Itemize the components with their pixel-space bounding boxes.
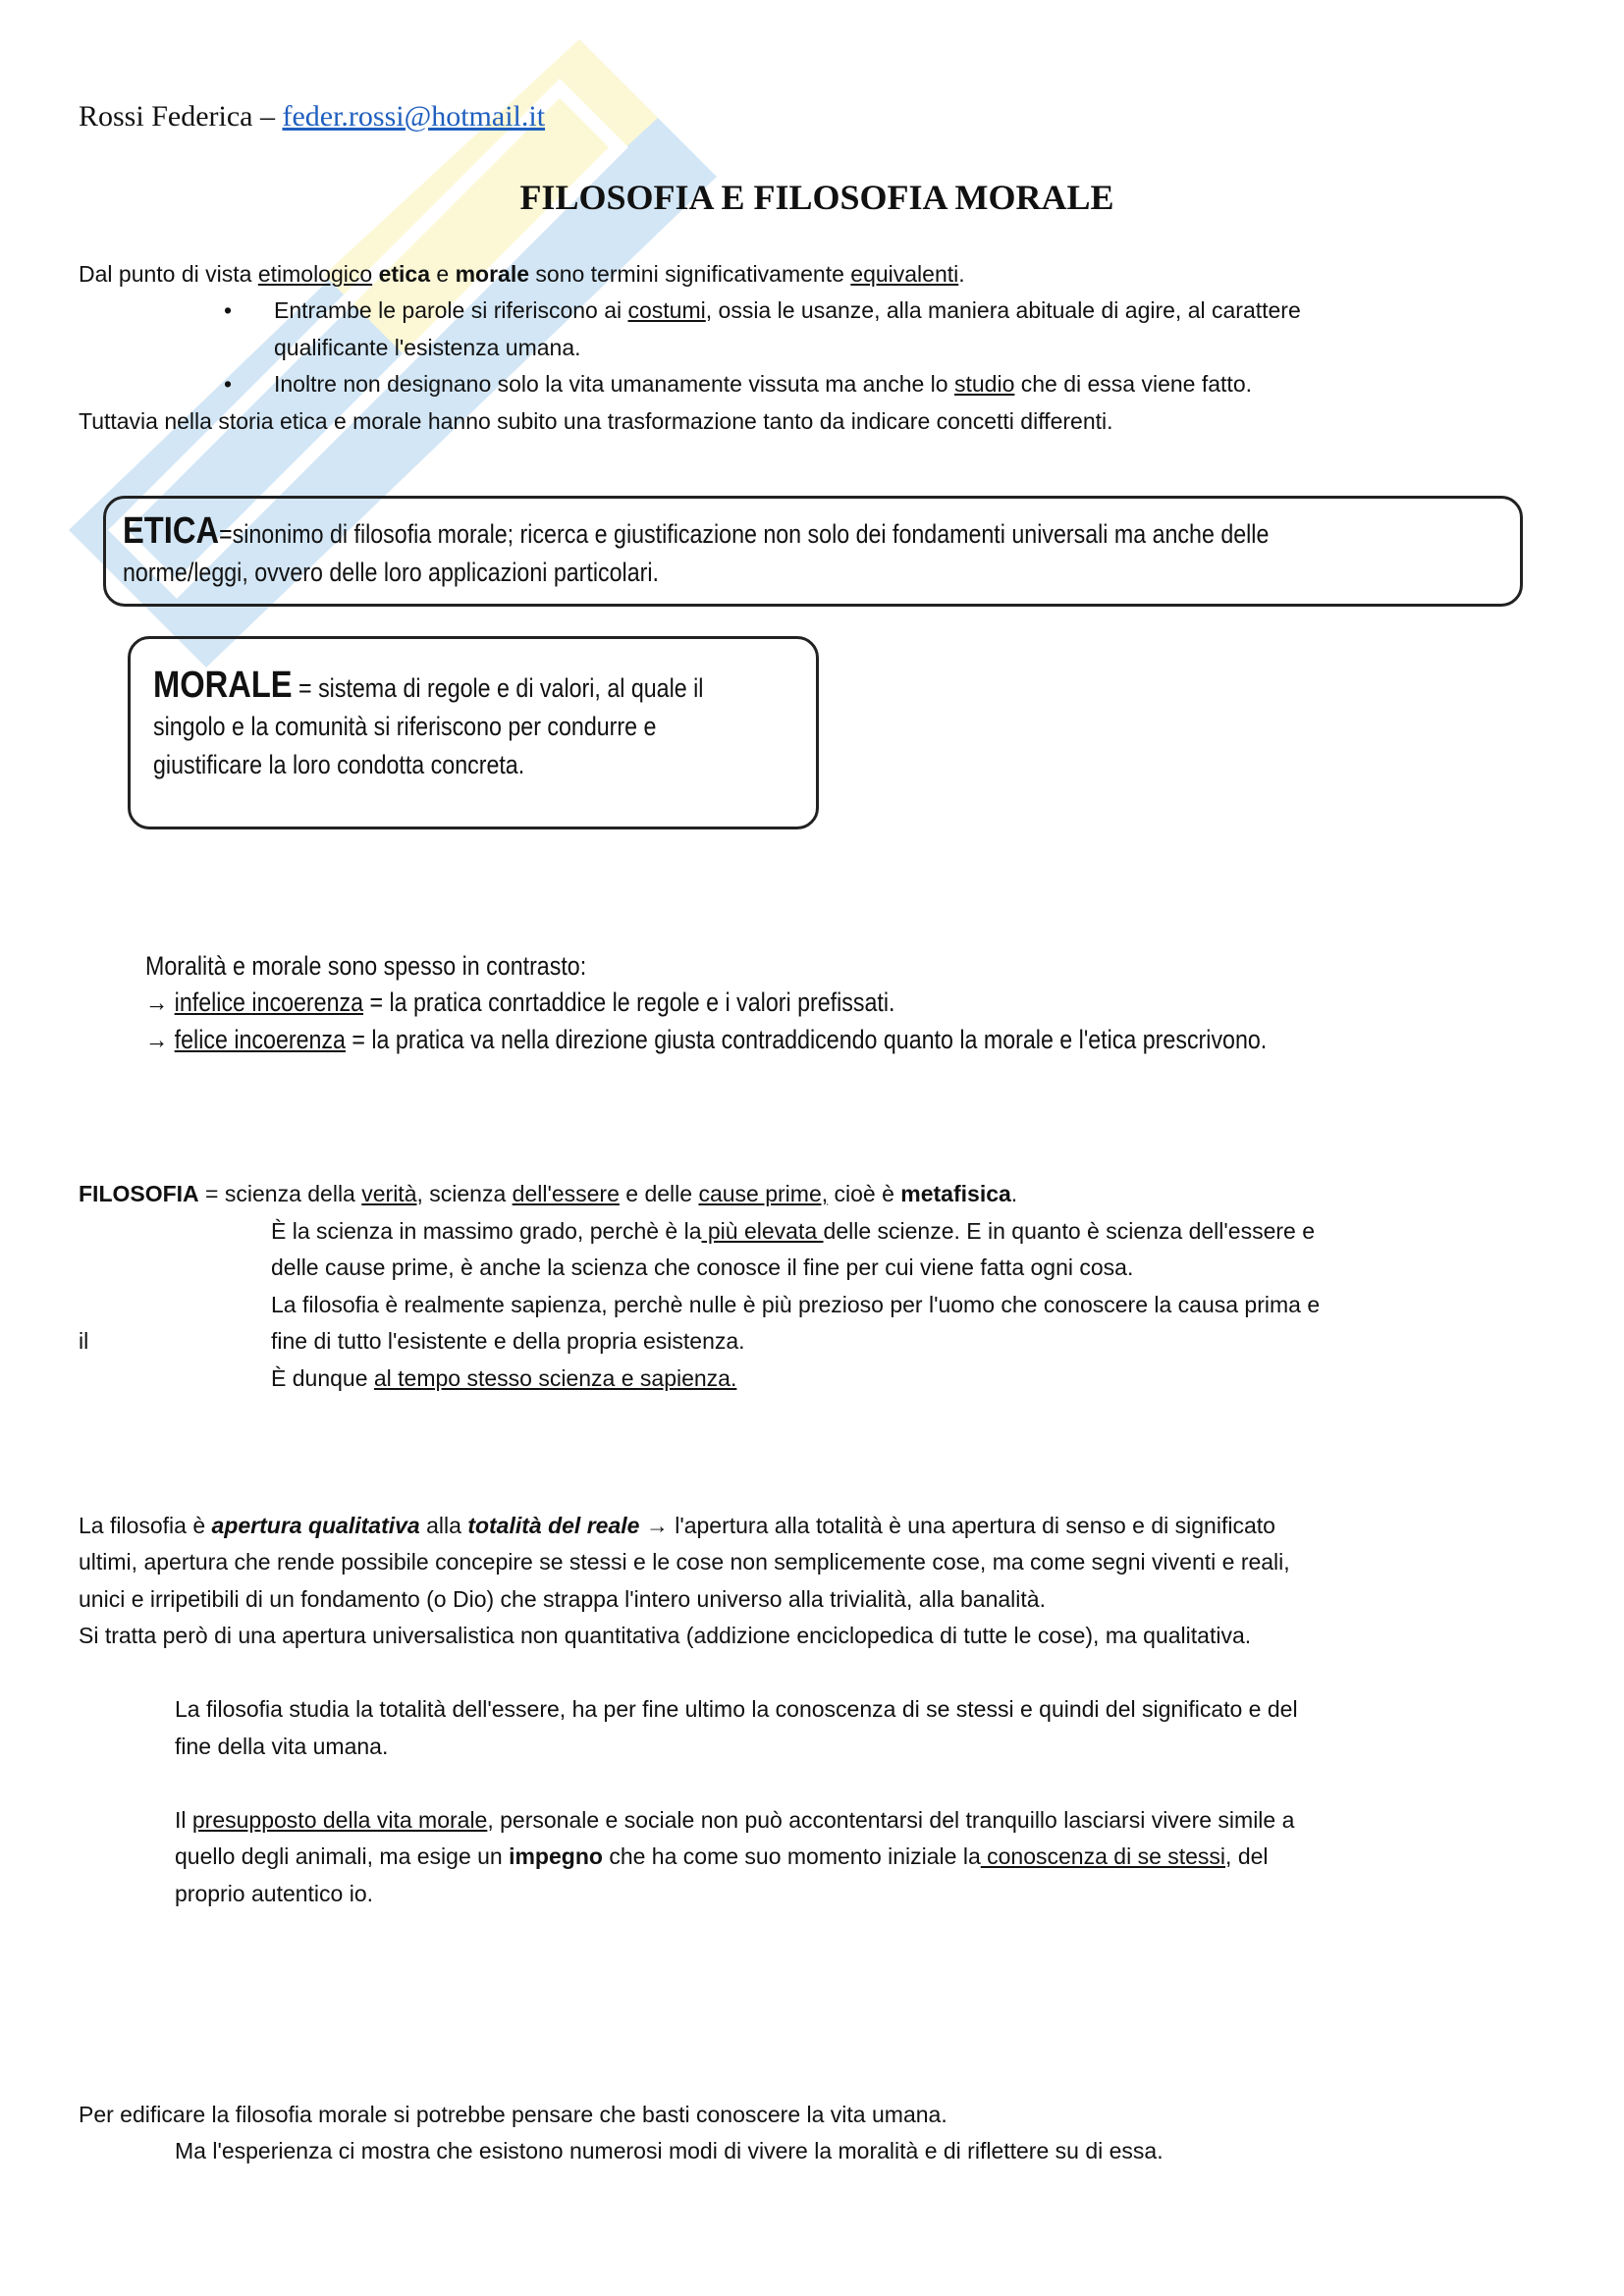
author-name: Rossi Federica – [79, 100, 283, 133]
text-segment: fine di tutto l'esistente e della propria esistenza. [271, 1328, 745, 1354]
text-segment: È la scienza in massimo grado, perchè è la [271, 1218, 702, 1244]
text-segment: cioè è [828, 1181, 901, 1206]
text-segment: quello degli animali, ma esige un [175, 1843, 510, 1869]
underlined-text: dell'essere [512, 1181, 620, 1206]
bold-term: FILOSOFIA [79, 1181, 199, 1206]
intro-line [274, 295, 1301, 325]
filosofia-line [271, 1363, 736, 1393]
etica-definition-line: norme/leggi, ovvero delle loro applicazioni particolari. [123, 558, 659, 587]
morale-definition-line: = sistema di regole e di valori, al quale il [292, 673, 704, 703]
filosofia-line [271, 1326, 745, 1356]
filosofia-line [271, 1290, 1320, 1319]
bold-term: etica [378, 261, 430, 287]
text-segment: → l'apertura alla totalità è una apertura di senso e di significato [639, 1513, 1275, 1538]
text-segment: La filosofia è [79, 1513, 212, 1538]
text-segment: Si tratta però di una apertura universalistica non quantitativa (addizione enciclopedica di tutte le cose), ma qualitativa. [79, 1623, 1252, 1648]
presupposto-line [175, 1842, 1269, 1871]
etica-definition-line: =sinonimo di filosofia morale; ricerca e giustificazione non solo dei fondamenti universali ma anche delle [219, 519, 1270, 549]
text-segment: La filosofia è realmente sapienza, perchè nulle è più prezioso per l'uomo che conoscere la causa prima e [271, 1292, 1321, 1317]
studio-line [175, 1732, 388, 1761]
text-segment: alla [419, 1513, 468, 1538]
underlined-text: presupposto della vita morale [191, 1807, 488, 1833]
etica-definition-box [103, 496, 1523, 607]
underlined-text: infelice incoerenza [174, 988, 364, 1017]
etica-term: ETICA [123, 510, 220, 552]
text-segment: che di essa viene fatto. [1014, 371, 1253, 397]
text-segment: , scienza [416, 1181, 513, 1206]
intro-line [274, 333, 581, 362]
author-email-link[interactable]: feder.rossi@hotmail.it [282, 100, 546, 133]
presupposto-line [175, 1879, 373, 1908]
text-segment: Entrambe le parole si riferiscono ai [274, 297, 628, 323]
text-segment: È dunque [271, 1365, 374, 1391]
underlined-text: più elevata [701, 1218, 824, 1244]
intro-line [79, 406, 1113, 436]
bold-term: metafisica [900, 1181, 1011, 1206]
underlined-text: studio [953, 371, 1015, 397]
text-segment: che ha come suo momento iniziale la [602, 1843, 981, 1869]
text-segment: Dal punto di vista [79, 261, 258, 287]
document-title: FILOSOFIA E FILOSOFIA MORALE [519, 178, 1114, 217]
underlined-text: etimologico [257, 261, 373, 287]
text-segment: fine della vita umana. [175, 1734, 389, 1759]
underlined-text: equivalenti [850, 261, 959, 287]
underlined-text: conoscenza di se stessi [980, 1843, 1226, 1869]
text-segment: Ma l'esperienza ci mostra che esistono numerosi modi di vivere la moralità e di riflettere su di essa. [175, 2138, 1164, 2163]
filosofia-line [79, 1179, 1017, 1208]
text-segment: → [145, 988, 175, 1017]
text-segment: , ossia le usanze, alla maniera abituale di agire, al carattere [705, 297, 1301, 323]
edificare-line [175, 2136, 1164, 2165]
morale-definition-box [128, 636, 819, 829]
text-segment: unici e irripetibili di un fondamento (o Dio) che strappa l'intero universo alla trivialità, alla banalità. [79, 1586, 1046, 1612]
bold-term: morale [455, 261, 530, 287]
text-segment: → [145, 1025, 175, 1054]
apertura-line [79, 1547, 1290, 1576]
apertura-line [79, 1621, 1251, 1650]
contrast-line [145, 1025, 1267, 1054]
stray-word: il [79, 1328, 89, 1354]
apertura-line [79, 1511, 1275, 1540]
text-segment: proprio autentico io. [175, 1881, 374, 1906]
underlined-text: cause prime, [698, 1181, 829, 1206]
bold-term: impegno [509, 1843, 603, 1869]
bullet-icon: • [224, 371, 233, 397]
intro-line [79, 259, 965, 289]
studio-line [175, 1694, 1298, 1724]
text-segment: delle scienze. E in quanto è scienza dell'essere e [823, 1218, 1316, 1244]
text-segment: Inoltre non designano solo la vita umanamente vissuta ma anche lo [274, 371, 954, 397]
morale-definition-line: giustificare la loro condotta concreta. [153, 750, 525, 779]
text-segment: Moralità e morale sono spesso in contrasto: [145, 951, 587, 981]
apertura-line [79, 1584, 1046, 1614]
presupposto-line [175, 1805, 1294, 1835]
bold-term: totalità del reale [467, 1513, 640, 1538]
intro-line [274, 369, 1252, 399]
text-segment: Per edificare la filosofia morale si potrebbe pensare che basti conoscere la vita umana. [79, 2102, 947, 2127]
morale-definition-line: singolo e la comunità si riferiscono per condurre e [153, 712, 657, 741]
text-segment: ultimi, apertura che rende possibile concepire se stessi e le cose non semplicemente cose, ma come segni viventi e reali, [79, 1549, 1290, 1575]
underlined-text: costumi [627, 297, 706, 323]
text-segment: . [958, 261, 965, 287]
edificare-line [79, 2100, 947, 2129]
text-segment: Tuttavia nella storia etica e morale hanno subito una trasformazione tanto da indicare concetti differenti. [79, 408, 1113, 434]
text-segment: = la pratica conrtaddice le regole e i valori prefissati. [363, 988, 895, 1017]
text-segment: = la pratica va nella direzione giusta contraddicendo quanto la morale e l'etica prescrivono. [345, 1025, 1268, 1054]
text-segment: sono termini significativamente [529, 261, 851, 287]
morale-term: MORALE [153, 665, 293, 706]
text-segment: , personale e sociale non può accontentarsi del tranquillo lasciarsi vivere simile a [487, 1807, 1295, 1833]
filosofia-line [271, 1216, 1315, 1246]
author-header [79, 100, 545, 133]
text-segment: delle cause prime, è anche la scienza che conosce il fine per cui viene fatta ogni cosa. [271, 1255, 1134, 1280]
underlined-text: felice incoerenza [174, 1025, 346, 1054]
text-segment: La filosofia studia la totalità dell'essere, ha per fine ultimo la conoscenza di se stessi e quindi del significato e del [175, 1696, 1298, 1722]
bullet-icon: • [224, 297, 233, 323]
text-segment: , del [1225, 1843, 1269, 1869]
text-segment: Il [175, 1807, 192, 1833]
underlined-text: al tempo stesso scienza e sapienza. [373, 1365, 737, 1391]
contrast-line [145, 988, 894, 1017]
text-segment: qualificante l'esistenza umana. [274, 335, 581, 360]
text-segment: . [1010, 1181, 1018, 1206]
underlined-text: verità [361, 1181, 417, 1206]
text-segment: e delle [619, 1181, 699, 1206]
contrast-line [145, 951, 586, 981]
bold-term: apertura qualitativa [211, 1513, 420, 1538]
text-segment: = scienza della [198, 1181, 362, 1206]
filosofia-line [271, 1253, 1133, 1282]
text-segment: e [430, 261, 456, 287]
